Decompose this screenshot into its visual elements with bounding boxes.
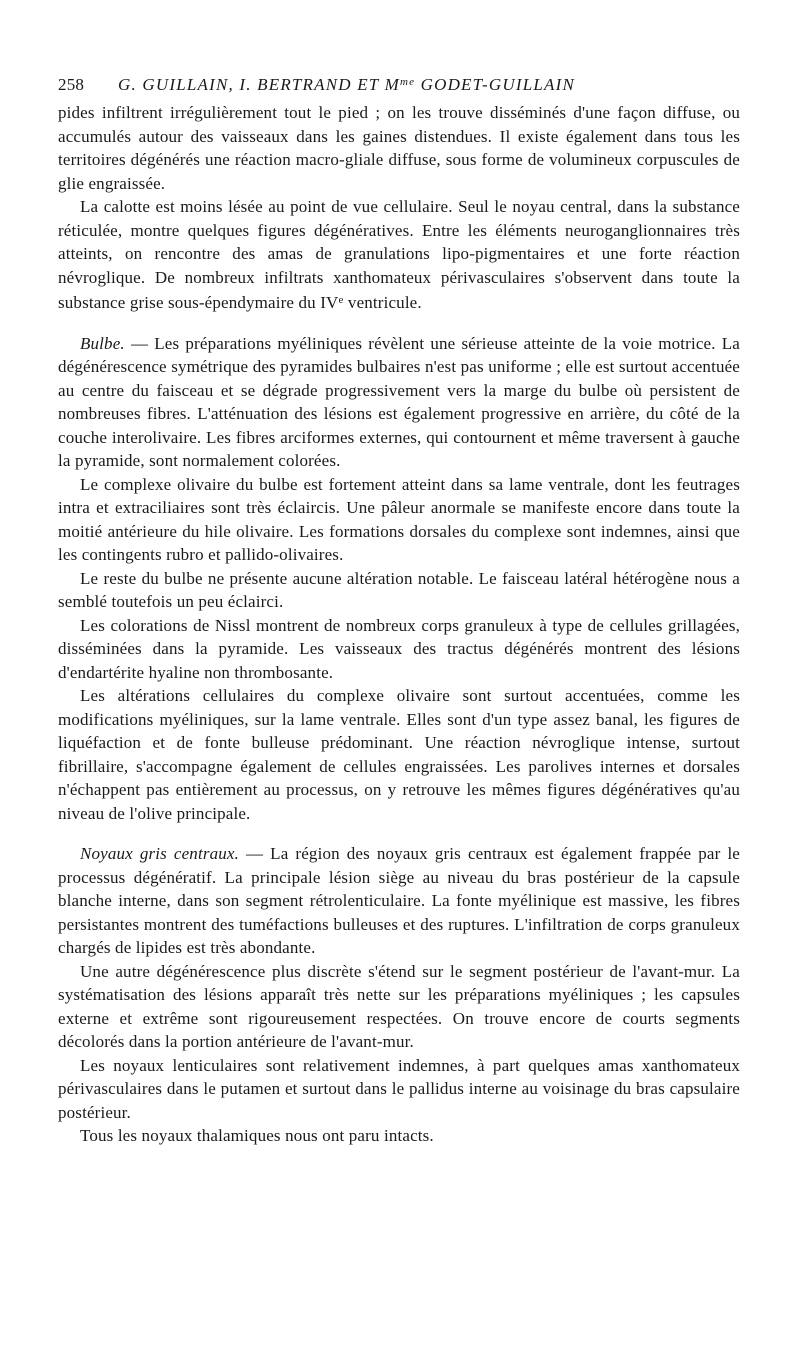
paragraph xyxy=(58,614,740,685)
running-head-authors xyxy=(118,75,575,94)
paragraph xyxy=(58,101,740,195)
section-heading-noyaux-gris: Noyaux gris centraux. xyxy=(80,844,239,863)
paragraph-text: Les colorations de Nissl montrent de nombreux corps granuleux à type de cellules grillagées, disséminées dans la pyramide. Les vaisseaux des tractus dégénérés montrent des lésions d'endartérite hyaline non thrombosante. xyxy=(58,615,740,682)
document-page xyxy=(58,70,740,1148)
authors-suffix: GODET-GUILLAIN xyxy=(415,75,575,94)
section-noyaux-paragraph xyxy=(58,842,740,960)
paragraph-text: pides infiltrent irrégulièrement tout le pied ; on les trouve disséminés d'une façon diffuse, ou accumulés autour des vaisseaux dans les gaines distendues. Il existe également dans tous les territoires dégénérés une réaction macro-gliale diffuse, sous forme de volumineux corpuscules de glie engraissée. xyxy=(58,103,740,193)
page-number: 258 xyxy=(58,75,85,94)
paragraph xyxy=(58,1054,740,1125)
paragraph xyxy=(58,960,740,1054)
paragraph-text: — Les préparations myéliniques révèlent une sérieuse atteinte de la voie motrice. La dégénérescence symétrique des pyramides bulbaires n'est pas uniforme ; elle est surtout accentuée au centre du faisceau et se dégrade progressivement vers la marge du bulbe où persistent de nombreuses fibres. L'atténuation des lésions est également progressive en arrière, du côté de la couche interolivaire. Les fibres arciformes externes, qui contournent et même traversent à gauche la pyramide, sont normalement colorées. xyxy=(58,333,740,470)
ventricle-superscript: e xyxy=(338,294,344,306)
paragraph xyxy=(58,567,740,614)
body-text xyxy=(58,101,740,1148)
authors-superscript: me xyxy=(399,76,416,88)
paragraph-text-end: ventricule. xyxy=(343,293,422,312)
paragraph-text: Les noyaux lenticulaires sont relativement indemnes, à part quelques amas xanthomateux périvasculaires dans le putamen et surtout dans le pallidus interne au voisinage du bras capsulaire postérieur. xyxy=(58,1055,740,1122)
running-head xyxy=(58,70,740,97)
paragraph xyxy=(58,195,740,315)
paragraph-text: Les altérations cellulaires du complexe olivaire sont surtout accentuées, comme les modifications myéliniques, sur la lame ventrale. Elles sont d'un type assez banal, les figures de liquéfaction et de fonte bulleuse prédominant. Une réaction névroglique intense, surtout fibrillaire, s'accompagne également de cellules engraissées. Les parolives internes et dorsales n'échappent pas entièrement au processus, on y retrouve les mêmes figures dégénératives qu'au niveau de l'olive principale. xyxy=(58,686,740,823)
authors-prefix: G. GUILLAIN, I. BERTRAND ET M xyxy=(118,75,400,94)
section-heading-bulbe: Bulbe. xyxy=(80,333,125,353)
section-bulbe-paragraph xyxy=(58,332,740,473)
paragraph-text: La calotte est moins lésée au point de vue cellulaire. Seul le noyau central, dans la substance réticulée, montre quelques figures dégénératives. Entre les éléments neuroganglionnaires très atteints, on rencontre des amas de granulations lipo-pigmentaires et une forte réaction névroglique. De nombreux infiltrats xanthomateux périvasculaires s'observent dans toute la substance grise sous-épendymaire du IV xyxy=(58,197,740,312)
paragraph xyxy=(58,1124,740,1148)
paragraph-text: Le complexe olivaire du bulbe est fortement atteint dans sa lame ventrale, dont les feutrages intra et extraciliaires sont très éclaircis. Une pâleur anormale se manifeste encore dans toute la moitié antérieure du hile olivaire. Les formations dorsales du complexe sont indemnes, ainsi que les contingents rubro et pallido-olivaires. xyxy=(58,474,740,564)
paragraph xyxy=(58,684,740,825)
paragraph-text: — La région des noyaux gris centraux est également frappée par le processus dégénératif. La principale lésion siège au niveau du bras postérieur de la capsule blanche interne, dans son segment rétrolenticulaire. La fonte myélinique est massive, les fibres persistantes montrent des tuméfactions bulleuses et des ruptures. L'infiltration de corps granuleux chargés de lipides est très abondante. xyxy=(58,844,741,957)
paragraph-text: Tous les noyaux thalamiques nous ont paru intacts. xyxy=(80,1126,434,1145)
paragraph-text: Une autre dégénérescence plus discrète s'étend sur le segment postérieur de l'avant-mur. La systématisation des lésions apparaît très nette sur les préparations myéliniques ; les capsules externe et extrême sont rigoureusement respectées. On trouve encore de courts segments décolorés dans la portion antérieure de l'avant-mur. xyxy=(58,961,740,1051)
paragraph xyxy=(58,473,740,567)
paragraph-text: Le reste du bulbe ne présente aucune altération notable. Le faisceau latéral hétérogène nous a semblé toutefois un peu éclairci. xyxy=(58,568,740,611)
